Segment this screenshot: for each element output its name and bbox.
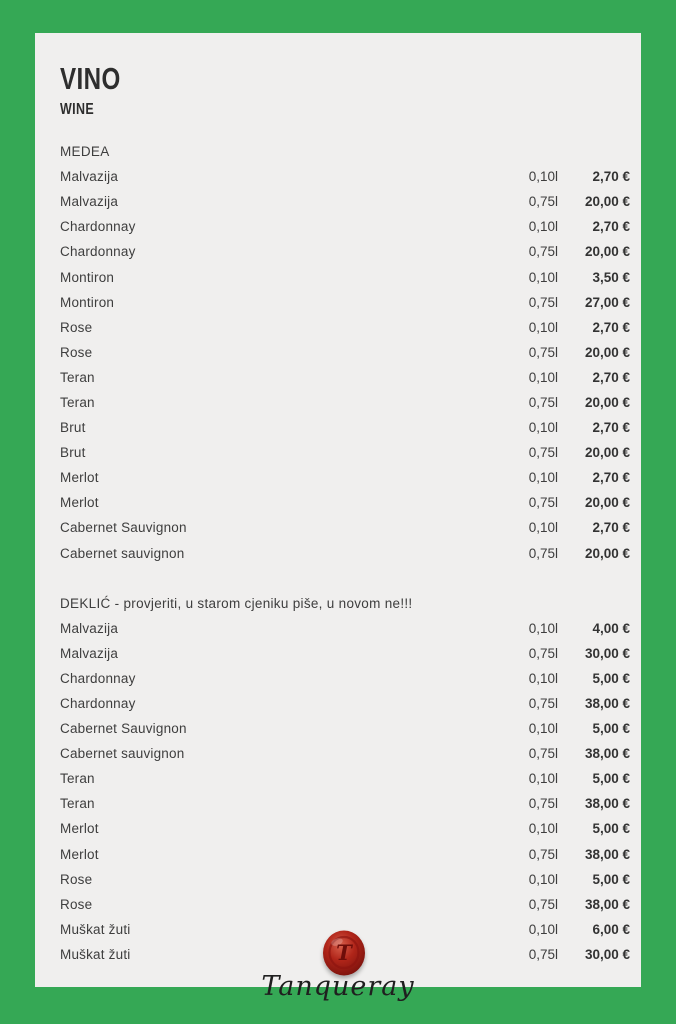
wine-name: Chardonnay xyxy=(60,670,136,686)
wine-name: Merlot xyxy=(60,821,99,837)
menu-row xyxy=(60,239,630,264)
volume-label: 0,75l xyxy=(528,495,558,511)
volume-label: 0,10l xyxy=(528,269,558,285)
price-label: 20,00 € xyxy=(584,344,630,360)
menu-row xyxy=(60,716,630,741)
menu-row xyxy=(60,867,630,892)
menu-row xyxy=(60,465,630,490)
price-label: 20,00 € xyxy=(584,244,630,260)
menu-row xyxy=(60,842,630,867)
menu-row xyxy=(60,616,630,641)
svg-text:T: T xyxy=(336,940,352,965)
price-label: 5,00 € xyxy=(592,871,630,887)
volume-label: 0,75l xyxy=(528,746,558,762)
wine-name: Brut xyxy=(60,420,86,436)
menu-row xyxy=(60,415,630,440)
brand-name: Tanqueray xyxy=(261,971,415,1002)
price-label: 38,00 € xyxy=(584,696,630,712)
volume-label: 0,75l xyxy=(528,696,558,712)
wine-name: Merlot xyxy=(60,846,99,862)
price-label: 5,00 € xyxy=(592,670,630,686)
wine-name: Chardonnay xyxy=(60,219,136,235)
volume-label: 0,75l xyxy=(528,896,558,912)
menu-row xyxy=(60,641,630,666)
wine-name: Cabernet Sauvignon xyxy=(60,721,187,737)
price-label: 2,70 € xyxy=(592,319,630,335)
volume-label: 0,10l xyxy=(528,319,558,335)
wine-name: Cabernet sauvignon xyxy=(60,545,185,561)
price-label: 20,00 € xyxy=(584,394,630,410)
price-label: 38,00 € xyxy=(584,746,630,762)
wine-name: Merlot xyxy=(60,470,99,486)
menu-row xyxy=(60,766,630,791)
wine-name: Teran xyxy=(60,771,95,787)
volume-label: 0,75l xyxy=(528,244,558,260)
wine-name: Malvazija xyxy=(60,194,119,210)
menu-row xyxy=(60,264,630,289)
price-label: 2,70 € xyxy=(592,470,630,486)
volume-label: 0,10l xyxy=(528,771,558,787)
price-label: 2,70 € xyxy=(592,520,630,536)
volume-label: 0,10l xyxy=(528,871,558,887)
section-header: DEKLIĆ - provjeriti, u starom cjeniku piše, u novom ne!!! xyxy=(60,595,413,611)
volume-label: 0,75l xyxy=(528,796,558,812)
price-label: 2,70 € xyxy=(592,369,630,385)
wax-seal-icon xyxy=(322,929,366,977)
volume-label: 0,10l xyxy=(528,670,558,686)
price-label: 2,70 € xyxy=(592,219,630,235)
price-label: 5,00 € xyxy=(592,771,630,787)
price-label: 20,00 € xyxy=(584,445,630,461)
menu-row xyxy=(60,691,630,716)
volume-label: 0,75l xyxy=(528,394,558,410)
wine-name: Malvazija xyxy=(60,620,119,636)
price-label: 38,00 € xyxy=(584,846,630,862)
price-label: 27,00 € xyxy=(584,294,630,310)
menu-row xyxy=(60,365,630,390)
wine-name: Malvazija xyxy=(60,645,119,661)
wine-name: Rose xyxy=(60,871,93,887)
section-header: MEDEA xyxy=(60,144,110,160)
menu-row xyxy=(60,164,630,189)
price-label: 2,70 € xyxy=(592,169,630,185)
wine-name: Malvazija xyxy=(60,169,119,185)
price-label: 5,00 € xyxy=(592,821,630,837)
wine-name: Teran xyxy=(60,369,95,385)
page-title: VINO xyxy=(60,61,121,96)
wine-name: Cabernet Sauvignon xyxy=(60,520,187,536)
menu-section xyxy=(60,591,630,967)
wine-name: Rose xyxy=(60,896,93,912)
wine-name: Brut xyxy=(60,445,86,461)
wine-name: Rose xyxy=(60,319,93,335)
menu-page xyxy=(35,33,641,1002)
volume-label: 0,10l xyxy=(528,821,558,837)
menu-row xyxy=(60,741,630,766)
price-label: 38,00 € xyxy=(584,896,630,912)
menu-row xyxy=(60,315,630,340)
menu-row xyxy=(60,340,630,365)
wine-name: Muškat žuti xyxy=(60,921,131,937)
wine-name: Teran xyxy=(60,796,95,812)
price-label: 20,00 € xyxy=(584,194,630,210)
volume-label: 0,75l xyxy=(528,645,558,661)
volume-label: 0,10l xyxy=(528,169,558,185)
volume-label: 0,75l xyxy=(528,445,558,461)
price-label: 5,00 € xyxy=(592,721,630,737)
volume-label: 0,10l xyxy=(528,420,558,436)
menu-row xyxy=(60,666,630,691)
menu-row xyxy=(60,440,630,465)
volume-label: 0,10l xyxy=(528,470,558,486)
price-label: 30,00 € xyxy=(584,645,630,661)
volume-label: 0,75l xyxy=(528,344,558,360)
price-label: 20,00 € xyxy=(584,545,630,561)
menu-section xyxy=(60,139,630,566)
price-label: 38,00 € xyxy=(584,796,630,812)
menu-row xyxy=(60,214,630,239)
menu-row xyxy=(60,290,630,315)
price-label: 4,00 € xyxy=(592,620,630,636)
volume-label: 0,10l xyxy=(528,721,558,737)
wine-name: Rose xyxy=(60,344,93,360)
wine-name: Merlot xyxy=(60,495,99,511)
volume-label: 0,75l xyxy=(528,194,558,210)
wine-name: Cabernet sauvignon xyxy=(60,746,185,762)
price-label: 2,70 € xyxy=(592,420,630,436)
page-subtitle: WINE xyxy=(60,101,95,118)
menu-row xyxy=(60,515,630,540)
price-label: 3,50 € xyxy=(592,269,630,285)
menu-row xyxy=(60,816,630,841)
wine-name: Chardonnay xyxy=(60,696,136,712)
wine-name: Montiron xyxy=(60,269,115,285)
menu-row xyxy=(60,791,630,816)
wine-name: Montiron xyxy=(60,294,115,310)
volume-label: 0,10l xyxy=(528,520,558,536)
volume-label: 0,75l xyxy=(528,545,558,561)
wine-list xyxy=(60,139,630,967)
wine-name: Muškat žuti xyxy=(60,946,131,962)
volume-label: 0,10l xyxy=(528,921,558,937)
wine-name: Teran xyxy=(60,394,95,410)
volume-label: 0,75l xyxy=(528,946,558,962)
menu-row xyxy=(60,541,630,566)
menu-row xyxy=(60,390,630,415)
volume-label: 0,75l xyxy=(528,294,558,310)
wine-name: Chardonnay xyxy=(60,244,136,260)
volume-label: 0,10l xyxy=(528,219,558,235)
volume-label: 0,10l xyxy=(528,620,558,636)
menu-row xyxy=(60,189,630,214)
menu-row xyxy=(60,490,630,515)
menu-row xyxy=(60,892,630,917)
price-label: 20,00 € xyxy=(584,495,630,511)
volume-label: 0,75l xyxy=(528,846,558,862)
price-label: 6,00 € xyxy=(592,921,630,937)
volume-label: 0,10l xyxy=(528,369,558,385)
price-label: 30,00 € xyxy=(584,946,630,962)
